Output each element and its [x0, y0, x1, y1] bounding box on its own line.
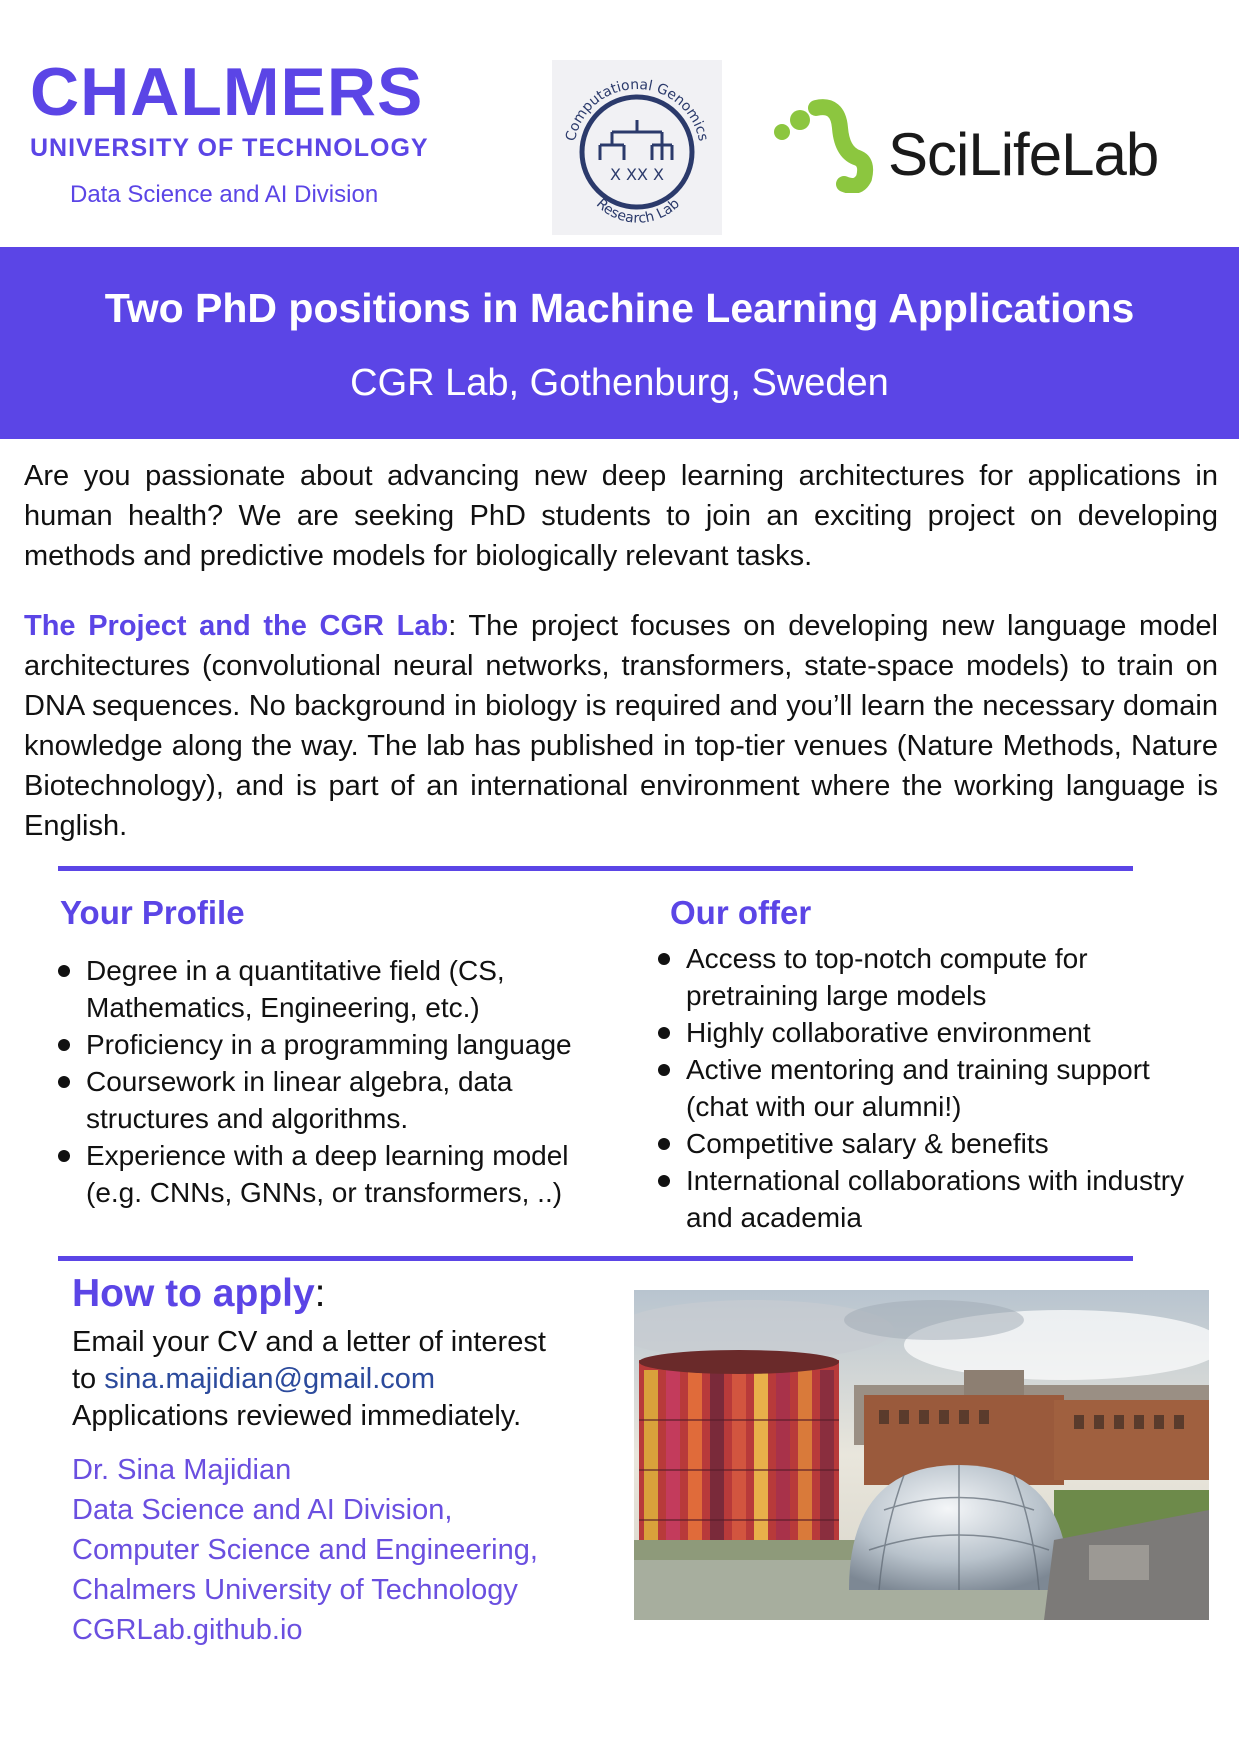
contact-dept-1: Data Science and AI Division, — [72, 1494, 453, 1526]
location-subtitle: CGR Lab, Gothenburg, Sweden — [350, 362, 889, 404]
apply-line-2-prefix: to — [72, 1363, 105, 1395]
cgr-logo-bottom-text: Research Lab — [593, 195, 683, 227]
profile-list — [56, 952, 616, 1211]
apply-line-3: Applications reviewed immediately. — [72, 1400, 522, 1432]
project-heading: The Project and the CGR Lab — [24, 610, 449, 642]
title-banner — [0, 247, 1239, 439]
list-item: Competitive salary & benefits — [656, 1125, 1216, 1162]
contact-website[interactable]: CGRLab.github.io — [72, 1614, 303, 1646]
intro-paragraph: Are you passionate about advancing new deep learning architectures for applications in human health? We are seeking PhD students to join an exciting project on developing methods and predictive models for biologically relevant tasks. — [24, 460, 1218, 572]
apply-title-colon: : — [314, 1272, 326, 1315]
chalmers-wordmark: CHALMERS — [30, 54, 424, 130]
position-title: Two PhD positions in Machine Learning Applications — [104, 285, 1135, 331]
list-item: Coursework in linear algebra, data structures and algorithms. — [56, 1063, 616, 1137]
list-item: Experience with a deep learning model (e.g. CNNs, GNNs, or transformers, ..) — [56, 1137, 616, 1211]
chalmers-logo — [30, 54, 500, 209]
list-item: Degree in a quantitative field (CS, Mathematics, Engineering, etc.) — [56, 952, 616, 1026]
offer-title: Our offer — [670, 894, 812, 931]
email-link[interactable]: sina.majidian@gmail.com — [104, 1363, 436, 1395]
divider-bottom — [58, 1256, 1133, 1261]
divider-top — [58, 866, 1133, 871]
list-item: Access to top-notch compute for pretraining large models — [656, 940, 1216, 1014]
scilifelab-mark-icon — [768, 98, 878, 193]
contact-dept-2: Computer Science and Engineering, — [72, 1534, 538, 1566]
apply-instructions — [72, 1324, 546, 1435]
project-paragraph — [24, 606, 1218, 846]
apply-line-1: Email your CV and a letter of interest — [72, 1326, 546, 1358]
cgr-logo-top-text: Computational Genomics — [562, 76, 711, 143]
chalmers-subtitle: UNIVERSITY OF TECHNOLOGY — [30, 134, 429, 162]
list-item: Proficiency in a programming language — [56, 1026, 616, 1063]
profile-title: Your Profile — [60, 894, 245, 931]
scilifelab-logo — [768, 98, 1208, 193]
list-item: Active mentoring and training support (chat with our alumni!) — [656, 1051, 1216, 1125]
offer-list — [656, 940, 1216, 1236]
contact-block — [72, 1450, 538, 1650]
svg-text:Research Lab — [593, 196, 683, 227]
project-text: : The project focuses on developing new language model architectures (convolutional neural networks, transformers, state-space models) to train on DNA sequences. No background in biology is required and you’ll learn the necessary domain knowledge along the way. The lab has published in top-tier venues (Nature Methods, Nature Biotechnology), and is part of an international environment where the working language is English. — [24, 610, 1218, 842]
apply-title — [72, 1272, 326, 1316]
campus-photo — [634, 1290, 1209, 1620]
svg-text:X XX X: X XX X — [609, 165, 665, 184]
cgr-lab-logo — [552, 60, 722, 235]
contact-name: Dr. Sina Majidian — [72, 1454, 292, 1486]
list-item: International collaborations with industry and academia — [656, 1162, 1216, 1236]
scilifelab-wordmark: SciLifeLab — [888, 121, 1159, 188]
apply-title-text: How to apply — [72, 1272, 315, 1315]
division-label: Data Science and AI Division — [70, 181, 379, 208]
list-item: Highly collaborative environment — [656, 1014, 1216, 1051]
apply-line-2 — [72, 1361, 546, 1398]
contact-university: Chalmers University of Technology — [72, 1574, 518, 1606]
